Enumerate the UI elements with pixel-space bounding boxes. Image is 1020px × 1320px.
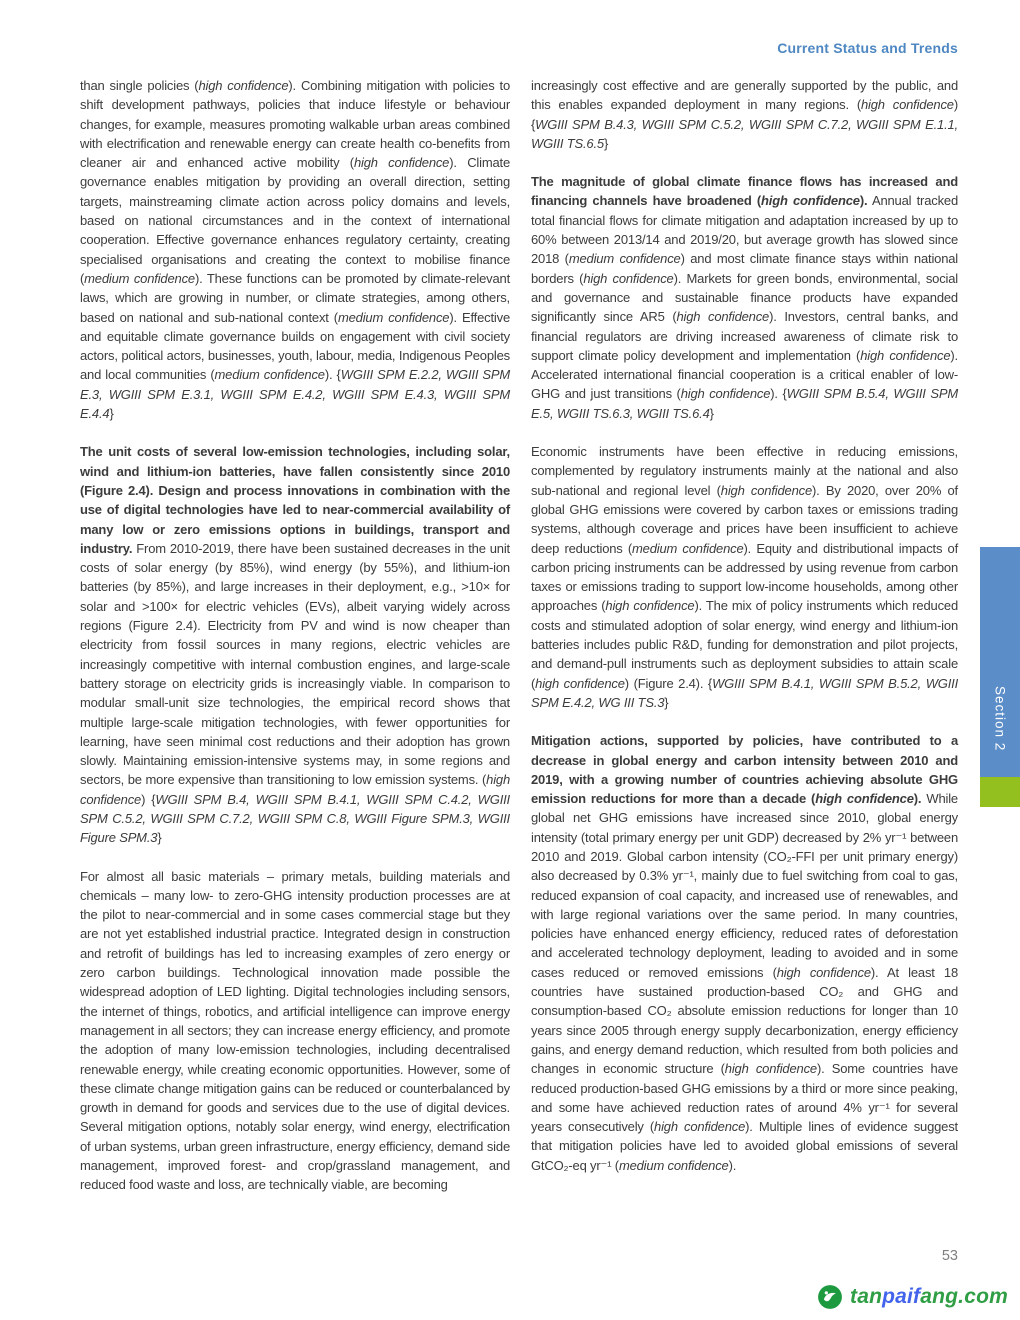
- page-number: 53: [941, 1248, 958, 1264]
- paragraph: Economic instruments have been effective in reducing emissions, complemented by regulatory instruments mainly at the national and also sub-national and regional level (high confidence). By 2020, over 20% of global GHG emissions were covered by carbon taxes or emissions trading systems, although coverage and prices have been insufficient to achieve deep reductions (medium confidence). Equity and distributional impacts of carbon pricing instruments can be addressed by using revenue from carbon taxes or emissions trading to support low-income households, among other approaches (high confidence). The mix of policy instruments which reduced costs and stimulated adoption of solar energy, wind energy and lithium-ion batteries includes public R&D, funding for demonstration and pilot projects, and demand-pull instruments such as deployment subsidies to attain scale (high confidence) (Figure 2.4). {WGIII SPM B.4.1, WGIII SPM B.5.2, WGIII SPM E.4.2, WG III TS.3}: [531, 444, 959, 710]
- paragraph: The magnitude of global climate finance flows has increased and financing channels have broadened (high confidence). Annual tracked total financial flows for climate mitigation and adaptation increased by up to 60% between 2013/14 and 2019/20, but average growth has slowed since 2018 (medium confidence) and most climate finance stays within national borders (high confidence). Markets for green bonds, environmental, social and governance and sustainable finance products have expanded significantly since AR5 (high confidence). Investors, central banks, and financial regulators are driving increased awareness of climate risk to support climate policy development and implementation (high confidence). Accelerated international financial cooperation is a critical enabler of low-GHG and just transitions (high confidence). {WGIII SPM B.5.4, WGIII SPM E.5, WGIII TS.6.3, WGIII TS.6.4}: [531, 174, 959, 421]
- paragraph: Mitigation actions, supported by policies, have contributed to a decrease in global energy and carbon intensity between 2010 and 2019, with a growing number of countries achieving absolute GHG emission reductions for more than a decade (high confidence). While global net GHG emissions have increased since 2010, global energy intensity (total primary energy per unit GDP) decreased by 2% yr⁻¹ between 2010 and 2019. Global carbon intensity (CO₂-FFI per unit primary energy) also decreased by 0.3% yr⁻¹, mainly due to fuel switching from coal to gas, reduced expansion of coal capacity, and increased use of renewables, and with large regional variations over the same period. In many countries, policies have enhanced energy efficiency, reduced rates of deforestation and accelerated technology deployment, leading to avoided and in some cases reduced or removed emissions (high confidence). At least 18 countries have sustained production-based CO₂ and GHG and consumption-based CO₂ absolute emission reductions for longer than 10 years since 2005 through energy supply decarbonization, energy efficiency gains, and energy demand reduction, which resulted from both policies and changes in economic structure (high confidence). Some countries have reduced production-based GHG emissions by a third or more since peaking, and some have achieved reduction rates of around 4% yr⁻¹ for several years consecutively (high confidence). Multiple lines of evidence suggest that mitigation policies have led to avoided global emissions of several GtCO₂-eq yr⁻¹ (medium confidence).: [531, 733, 959, 1173]
- watermark-logo-text: tanpaifang.com: [850, 1285, 1008, 1308]
- tanpaifang-logo-icon: [817, 1284, 843, 1310]
- paragraph: increasingly cost effective and are generally supported by the public, and this enables expanded deployment in many regions. (high confidence) {WGIII SPM B.4.3, WGIII SPM C.5.2, WGIII SPM C.7.2, WGIII SPM E.1.1, WGIII TS.6.5}: [531, 78, 958, 151]
- section-tab-label: Section 2: [992, 685, 1008, 751]
- running-header: Current Status and Trends: [777, 40, 958, 56]
- left-column: [80, 76, 510, 1195]
- text-columns: [80, 76, 958, 1195]
- watermark-logo[interactable]: [817, 1284, 1008, 1310]
- paragraph: than single policies (high confidence). Combining mitigation with policies to shift development pathways, policies that induce lifestyle or behaviour changes, for example, measures promoting walkable urban areas combined with electrification and renewable energy can create health co-benefits from cleaner air and enhanced active mobility (high confidence). Climate governance enables mitigation by providing an overall direction, setting targets, mainstreaming climate action across policy domains and levels, based on national circumstances and in the context of international cooperation. Effective governance enhances regulatory certainty, creating specialised organisations and creating the context to mobilise finance (medium confidence). These functions can be promoted by climate-relevant laws, which are growing in number, or climate strategies, among others, based on national and sub-national context (medium confidence). Effective and equitable climate governance builds on engagement with civil society actors, political actors, businesses, youth, labour, media, Indigenous Peoples and local communities (medium confidence). {WGIII SPM E.2.2, WGIII SPM E.3, WGIII SPM E.3.1, WGIII SPM E.4.2, WGIII SPM E.4.3, WGIII SPM E.4.4}: [80, 78, 511, 422]
- paragraph: For almost all basic materials – primary metals, building materials and chemicals – many low- to zero-GHG intensity production processes are at the pilot to near-commercial and in some cases commercial stage but they are not yet established industrial practice. Integrated design in construction and retrofit of buildings has led to increasing examples of zero energy or zero carbon buildings. Technological innovation made possible the widespread adoption of LED lighting. Digital technologies including sensors, the internet of things, robotics, and artificial intelligence can improve energy management in all sectors; they can increase energy efficiency, and promote the adoption of many low-emission technologies, including decentralised renewable energy, while creating economic opportunities. However, some of these climate change mitigation gains can be reduced or counterbalanced by growth in demand for goods and services due to the use of digital devices. Several mitigation options, notably solar energy, wind energy, electrification of urban systems, urban green infrastructure, energy efficiency, demand side management, improved forest- and crop/grassland management, and reduced food waste and loss, are technically viable, are becoming: [80, 868, 510, 1193]
- right-column: [531, 76, 958, 1195]
- section-tab: [980, 547, 1020, 777]
- section-tab-accent: [980, 777, 1020, 807]
- paragraph: The unit costs of several low-emission technologies, including solar, wind and lithium-ion batteries, have fallen consistently since 2010 (Figure 2.4). Design and process innovations in combination with the use of digital technologies have led to near-commercial availability of many low or zero emissions options in buildings, transport and industry. From 2010-2019, there have been sustained decreases in the unit costs of solar energy (by 85%), wind energy (by 55%), and lithium-ion batteries (by 85%), and large increases in their deployment, e.g., >10× for solar and >100× for electric vehicles (EVs), albeit varying widely across regions (Figure 2.4). Electricity from PV and wind is now cheaper than electricity from fossil sources in many regions, electric vehicles are increasingly competitive with internal combustion engines, and large-scale battery storage on electricity grids is increasingly viable. In comparison to modular small-unit size technologies, the empirical record shows that multiple large-scale mitigation technologies, with fewer opportunities for learning, have seen minimal cost reductions and their adoption has grown slowly. Maintaining emission-intensive systems may, in some regions and sectors, be more expensive than transitioning to low emission systems. (high confidence) {WGIII SPM B.4, WGIII SPM B.4.1, WGIII SPM C.4.2, WGIII SPM C.5.2, WGIII SPM C.7.2, WGIII SPM C.8, WGIII Figure SPM.3, WGIII Figure SPM.3}: [80, 444, 510, 846]
